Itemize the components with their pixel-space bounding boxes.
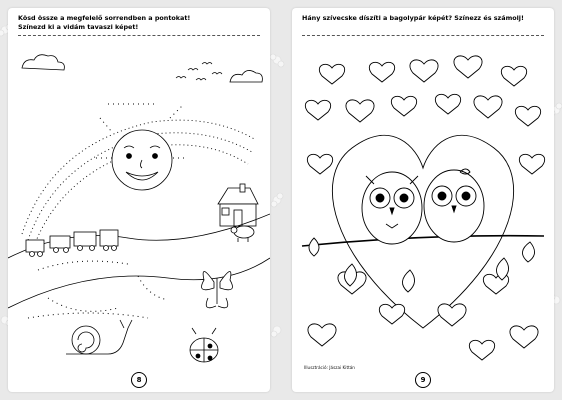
heart-9 — [435, 94, 460, 114]
sun-face — [112, 130, 172, 190]
heart-18 — [308, 324, 336, 346]
heart-1 — [319, 64, 344, 84]
heart-15 — [379, 304, 404, 324]
heart-16 — [438, 304, 466, 326]
owl-left — [362, 172, 422, 244]
birds — [176, 63, 222, 81]
instruction-connect-dots: Kösd össze a megfelelő sorrendben a pontokat! — [18, 14, 191, 22]
butterfly — [202, 271, 233, 307]
heart-8 — [391, 96, 416, 116]
heart-19 — [510, 326, 538, 348]
heart-4 — [454, 56, 482, 78]
heart-6 — [305, 100, 330, 120]
owl-hearts-picture — [292, 8, 554, 392]
heart-2 — [369, 62, 394, 82]
hills — [8, 214, 270, 308]
ladybug — [190, 328, 218, 362]
illustration-credit: Illusztráció: Jászai Kittán — [304, 365, 355, 370]
owl-right — [424, 169, 484, 242]
connect-dots-picture — [8, 8, 270, 392]
cloud-right — [230, 70, 262, 82]
big-heart — [332, 135, 513, 328]
ground-dots — [28, 261, 168, 318]
cloud-left — [22, 55, 64, 70]
heart-13 — [519, 154, 544, 174]
heart-10 — [474, 96, 502, 118]
sheep — [231, 226, 254, 242]
left-page — [8, 8, 270, 392]
train — [26, 230, 118, 257]
heart-12 — [307, 154, 332, 174]
page-number-left: 8 — [131, 372, 147, 388]
right-instruction: Hány szívecske díszíti a bagolypár képét? Színezz és számolj! — [302, 14, 524, 22]
heart-3 — [410, 60, 438, 82]
heart-20 — [469, 340, 494, 360]
house — [218, 184, 258, 226]
right-page — [292, 8, 554, 392]
instruction-color-picture: Színezd ki a vidám tavaszi képet! — [18, 23, 139, 31]
heart-7 — [346, 100, 374, 122]
heart-11 — [515, 106, 540, 126]
page-number-right: 9 — [415, 372, 431, 388]
heart-5 — [501, 66, 526, 86]
snail — [66, 320, 132, 354]
